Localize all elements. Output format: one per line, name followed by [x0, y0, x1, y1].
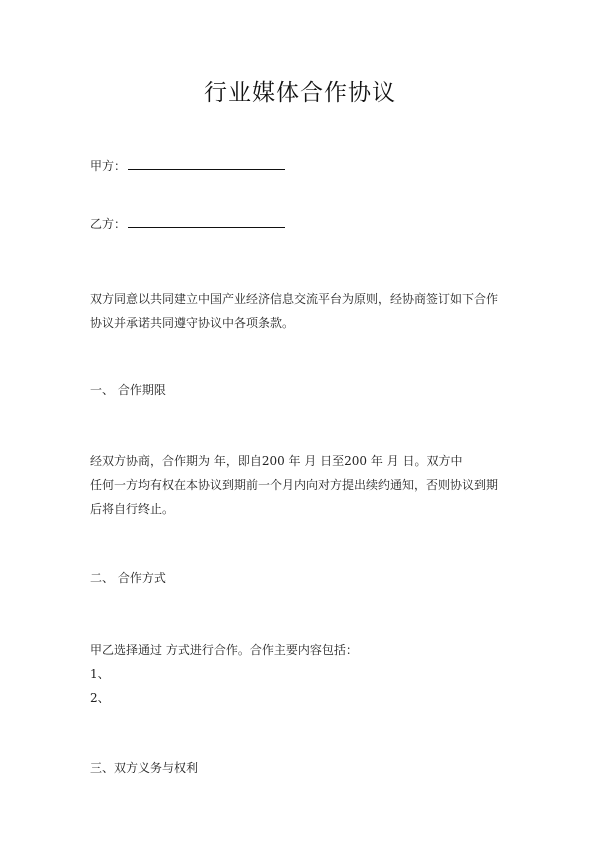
party-b-label: 乙方： — [90, 217, 127, 231]
section-2-item-2: 2、 — [90, 691, 110, 705]
section-1-line: 任何一方均有权在本协议到期前一个月内向对方提出续约通知，否则协议到期 — [90, 478, 499, 492]
party-a-blank — [128, 157, 285, 170]
section-2-heading: 二、 合作方式 — [90, 571, 166, 585]
section-2-paragraph — [90, 638, 520, 710]
section-1-heading: 一、 合作期限 — [90, 383, 166, 397]
document-title: 行业媒体合作协议 — [204, 80, 396, 106]
party-b-line — [90, 214, 285, 234]
section-1-line: 经双方协商，合作期为 年，即自200 年 月 日至200 年 月 日。双方中 — [90, 454, 463, 468]
intro-paragraph — [90, 287, 520, 335]
intro-line: 双方同意以共同建立中国产业经济信息交流平台为原则，经协商签订如下合作 — [90, 292, 499, 306]
party-b-blank — [128, 215, 285, 228]
section-3-heading: 三、双方义务与权利 — [90, 761, 199, 775]
party-a-label: 甲方： — [90, 159, 127, 173]
section-2-line: 甲乙选择通过 方式进行合作。合作主要内容包括： — [90, 643, 358, 657]
section-2-item-1: 1、 — [90, 667, 110, 681]
party-a-line — [90, 156, 285, 176]
intro-line: 协议并承诺共同遵守协议中各项条款。 — [90, 316, 295, 330]
section-1-line: 后将自行终止。 — [90, 502, 175, 516]
section-1-paragraph — [90, 449, 520, 521]
